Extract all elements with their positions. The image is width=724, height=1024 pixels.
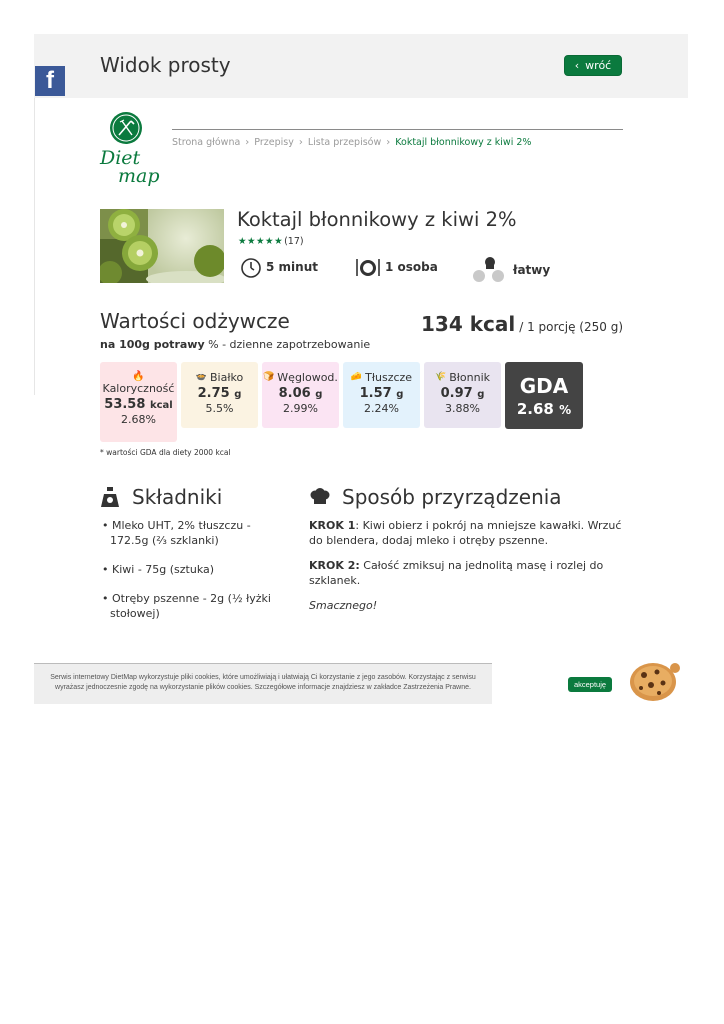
breadcrumb-home[interactable]: Strona główna <box>172 137 241 148</box>
chevron-left-icon: ‹ <box>574 59 580 72</box>
rating-count: (17) <box>284 236 304 247</box>
ingredients-list <box>102 518 292 635</box>
nutrient-label: Tłuszcze <box>365 371 413 384</box>
back-button[interactable] <box>564 55 622 76</box>
gda-card <box>505 362 583 429</box>
header-bar <box>34 34 688 98</box>
closing-text: Smacznego! <box>309 599 378 612</box>
difficulty <box>471 256 550 284</box>
prep-time-label: 5 minut <box>266 260 318 274</box>
fat-icon: 🧀 <box>350 372 363 382</box>
recipe-title: Koktajl błonnikowy z kiwi 2% <box>237 208 517 231</box>
nutrient-value: 1.57 g <box>359 386 404 401</box>
total-kcal-value: 134 kcal <box>421 312 516 336</box>
bowl-icon: 🍲 <box>195 372 208 382</box>
gda-label: GDA <box>519 374 569 398</box>
logo-text-map: map <box>118 165 160 187</box>
nutrient-value: 0.97 g <box>440 386 485 401</box>
facebook-icon[interactable]: f <box>35 66 65 96</box>
nutrient-card-fiber <box>424 362 501 428</box>
divider <box>34 98 35 395</box>
prep-time <box>240 256 318 278</box>
servings-label: 1 osoba <box>385 260 438 274</box>
ingredients-title-text: Składniki <box>132 485 223 509</box>
chevron-right-icon: › <box>298 137 303 148</box>
method-steps <box>309 518 629 623</box>
gda-footnote: * wartości GDA dla diety 2000 kcal <box>100 448 231 457</box>
nutrient-percent: 3.88% <box>445 402 480 415</box>
servings <box>355 256 438 278</box>
step-1: KROK 1: Kiwi obierz i pokrój na mniejsze kawałki. Wrzuć do blendera, dodaj mleko i otręby pszenne. <box>309 519 622 547</box>
cookie-icon <box>627 660 683 704</box>
clock-icon <box>240 256 262 278</box>
nutrition-subtitle <box>100 338 370 351</box>
breadcrumb <box>172 137 531 148</box>
breadcrumb-divider <box>172 129 623 130</box>
list-item: • Mleko UHT, 2% tłuszczu - 172.5g (⅔ szklanki) <box>102 519 251 547</box>
ingredients-title <box>100 485 222 509</box>
nutrient-percent: 2.24% <box>364 402 399 415</box>
cookie-text: Serwis internetowy DietMap wykorzystuje pliki cookies, które umożliwiają i ułatwiają Ci korzystanie z jego zasobów. Korzystając z serwisu wyrażasz jednoczesnie zgodę na wykorzystanie plików cookies. Szczegółowe informacje znajdziesz w zakładce Zastrzeżenia Prawne. <box>50 674 476 691</box>
scale-icon <box>100 486 120 508</box>
step-2: KROK 2: Całość zmiksuj na jednolitą masę i rozlej do szklanek. <box>309 559 604 587</box>
rating[interactable] <box>238 236 304 247</box>
nutrient-value: 53.58 kcal <box>104 397 173 412</box>
gda-value: 2.68 % <box>516 400 572 418</box>
daily-need-label: % - dzienne zapotrzebowanie <box>204 338 371 351</box>
nutrient-label: Białko <box>210 371 244 384</box>
per-100g-label: na 100g potrawy <box>100 338 205 351</box>
chef-hat-icon <box>310 488 330 506</box>
chevron-right-icon: › <box>386 137 391 148</box>
fiber-icon: 🌾 <box>435 372 447 382</box>
nutrient-percent: 2.68% <box>121 413 156 426</box>
nutrient-card-calories <box>100 362 177 442</box>
portion-label: / 1 porcję (250 g) <box>519 320 623 334</box>
chevron-right-icon: › <box>245 137 250 148</box>
nutrient-label: Błonnik <box>449 371 490 384</box>
logo-text-diet: Diet <box>100 147 141 169</box>
nutrient-label: Węglowod. <box>277 371 338 384</box>
accept-cookies-button[interactable]: akceptuję <box>568 677 612 692</box>
method-title <box>310 485 562 509</box>
nutrient-card-carbs <box>262 362 339 428</box>
nutrient-card-fat <box>343 362 420 428</box>
nutrient-card-protein <box>181 362 258 428</box>
plate-cutlery-icon <box>355 256 381 278</box>
nutrient-percent: 2.99% <box>283 402 318 415</box>
nutrition-title: Wartości odżywcze <box>100 309 290 333</box>
nutrient-percent: 5.5% <box>205 402 234 415</box>
method-title-text: Sposób przyrządzenia <box>342 485 562 509</box>
cookie-banner <box>34 663 492 704</box>
list-item: • Kiwi - 75g (sztuka) <box>102 563 215 576</box>
breadcrumb-recipe-list[interactable]: Lista przepisów <box>307 137 382 148</box>
nutrient-value: 8.06 g <box>278 386 323 401</box>
breadcrumb-recipes[interactable]: Przepisy <box>254 137 294 148</box>
nutrient-label: Kaloryczność <box>102 382 175 395</box>
difficulty-label: łatwy <box>513 263 551 277</box>
back-button-label: wróć <box>585 59 612 72</box>
flame-icon: 🔥 <box>132 371 145 382</box>
breadcrumb-current[interactable]: Koktajl błonnikowy z kiwi 2% <box>395 137 532 148</box>
star-rating-icon: ★★★★★ <box>238 236 284 247</box>
chef-hat-icon <box>471 256 509 284</box>
list-item: • Otręby pszenne - 2g (½ łyżki stołowej) <box>102 592 271 620</box>
page-title: Widok prosty <box>100 53 231 77</box>
nutrient-value: 2.75 g <box>197 386 242 401</box>
dietmap-logo[interactable] <box>98 110 164 188</box>
bread-icon: 🍞 <box>263 372 275 382</box>
total-kcal <box>421 312 623 336</box>
recipe-image <box>100 209 224 283</box>
